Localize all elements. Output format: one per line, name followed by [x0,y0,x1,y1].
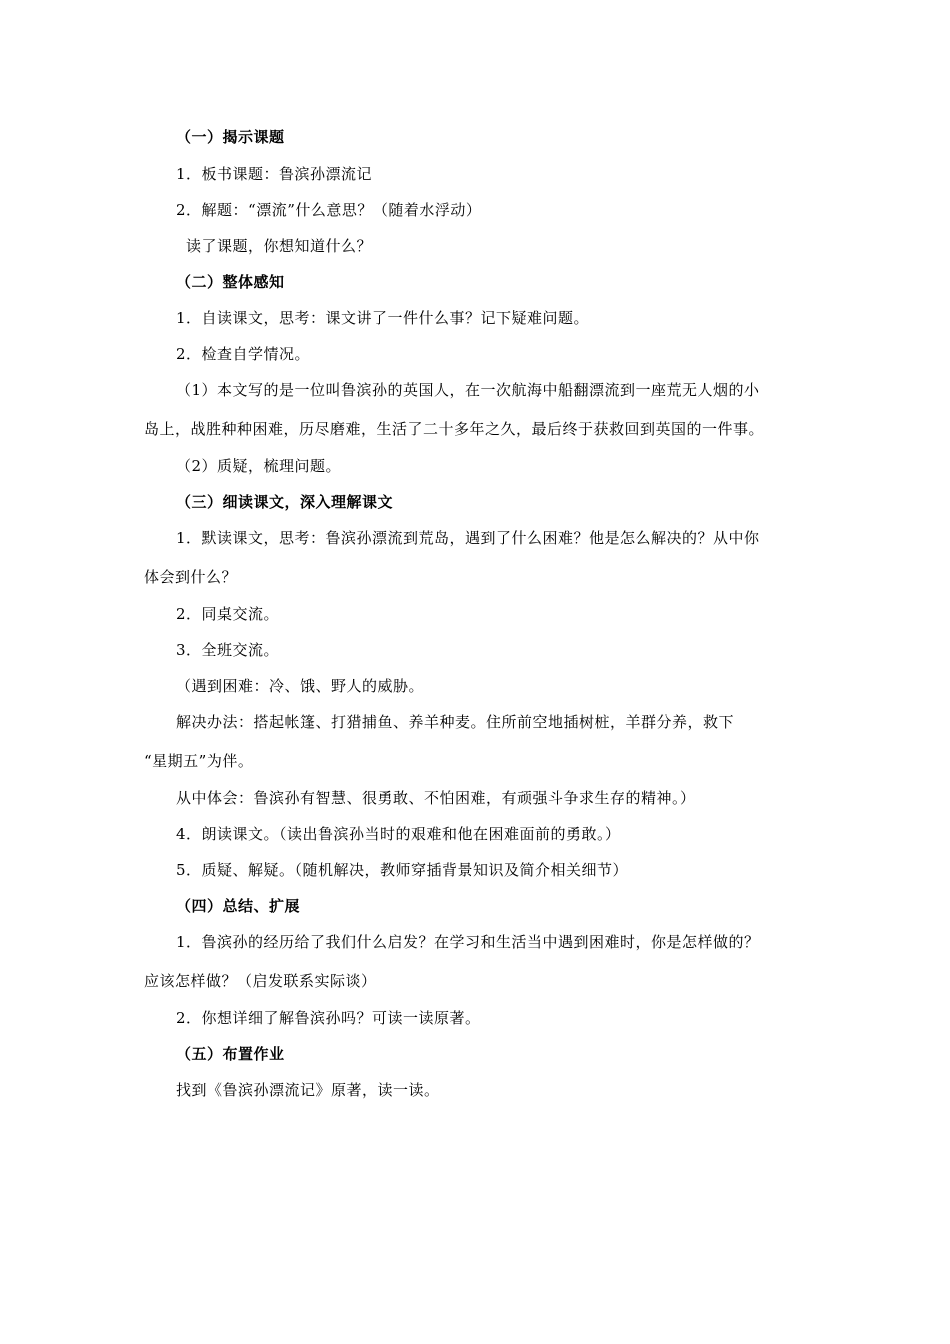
paragraph: 1．自读课文，思考：课文讲了一件什么事？记下疑难问题。 [176,309,590,327]
paragraph: 4．朗读课文。（读出鲁滨孙当时的艰难和他在困难面前的勇敢。） [176,825,621,843]
paragraph: 2．解题：“漂流”什么意思？（随着水浮动） [176,201,482,219]
section-heading-3: （三）细读课文，深入理解课文 [176,493,394,511]
paragraph: 5．质疑、解疑。（随机解决，教师穿插背景知识及简介相关细节） [176,861,629,879]
paragraph: 2．你想详细了解鲁滨孙吗？可读一读原著。 [176,1009,481,1027]
paragraph: 1．鲁滨孙的经历给了我们什么启发？在学习和生活当中遇到困难时，你是怎样做的？ [176,933,760,951]
paragraph: （遇到困难：冷、饿、野人的威胁。 [176,677,425,695]
paragraph: “星期五”为伴。 [144,752,254,770]
paragraph: （2）质疑，梳理问题。 [176,457,342,475]
section-heading-2: （二）整体感知 [176,273,285,291]
paragraph: 3．全班交流。 [176,641,280,659]
paragraph: 1．默读课文，思考：鲁滨孙漂流到荒岛，遇到了什么困难？他是怎么解决的？从中你 [176,529,760,547]
paragraph: （1）本文写的是一位叫鲁滨孙的英国人，在一次航海中船翻漂流到一座荒无人烟的小 [176,381,760,399]
section-heading-5: （五）布置作业 [176,1045,285,1063]
section-heading-4: （四）总结、扩展 [176,897,301,915]
paragraph: 岛上，战胜种种困难，历尽磨难，生活了二十多年之久，最后终于获救回到英国的一件事。 [144,420,765,438]
paragraph: 解决办法：搭起帐篷、打猎捕鱼、养羊种麦。住所前空地插树桩，羊群分养，救下 [176,713,735,731]
paragraph: 找到《鲁滨孙漂流记》原著，读一读。 [176,1081,440,1099]
paragraph: 读了课题，你想知道什么？ [186,237,373,255]
paragraph: 2．检查自学情况。 [176,345,311,363]
paragraph: 体会到什么？ [144,568,238,586]
paragraph: 应该怎样做？（启发联系实际谈） [144,972,377,990]
paragraph: 1．板书课题：鲁滨孙漂流记 [176,165,373,183]
section-heading-1: （一）揭示课题 [176,128,285,146]
paragraph: 2．同桌交流。 [176,605,280,623]
paragraph: 从中体会：鲁滨孙有智慧、很勇敢、不怕困难，有顽强斗争求生存的精神。） [176,789,696,807]
